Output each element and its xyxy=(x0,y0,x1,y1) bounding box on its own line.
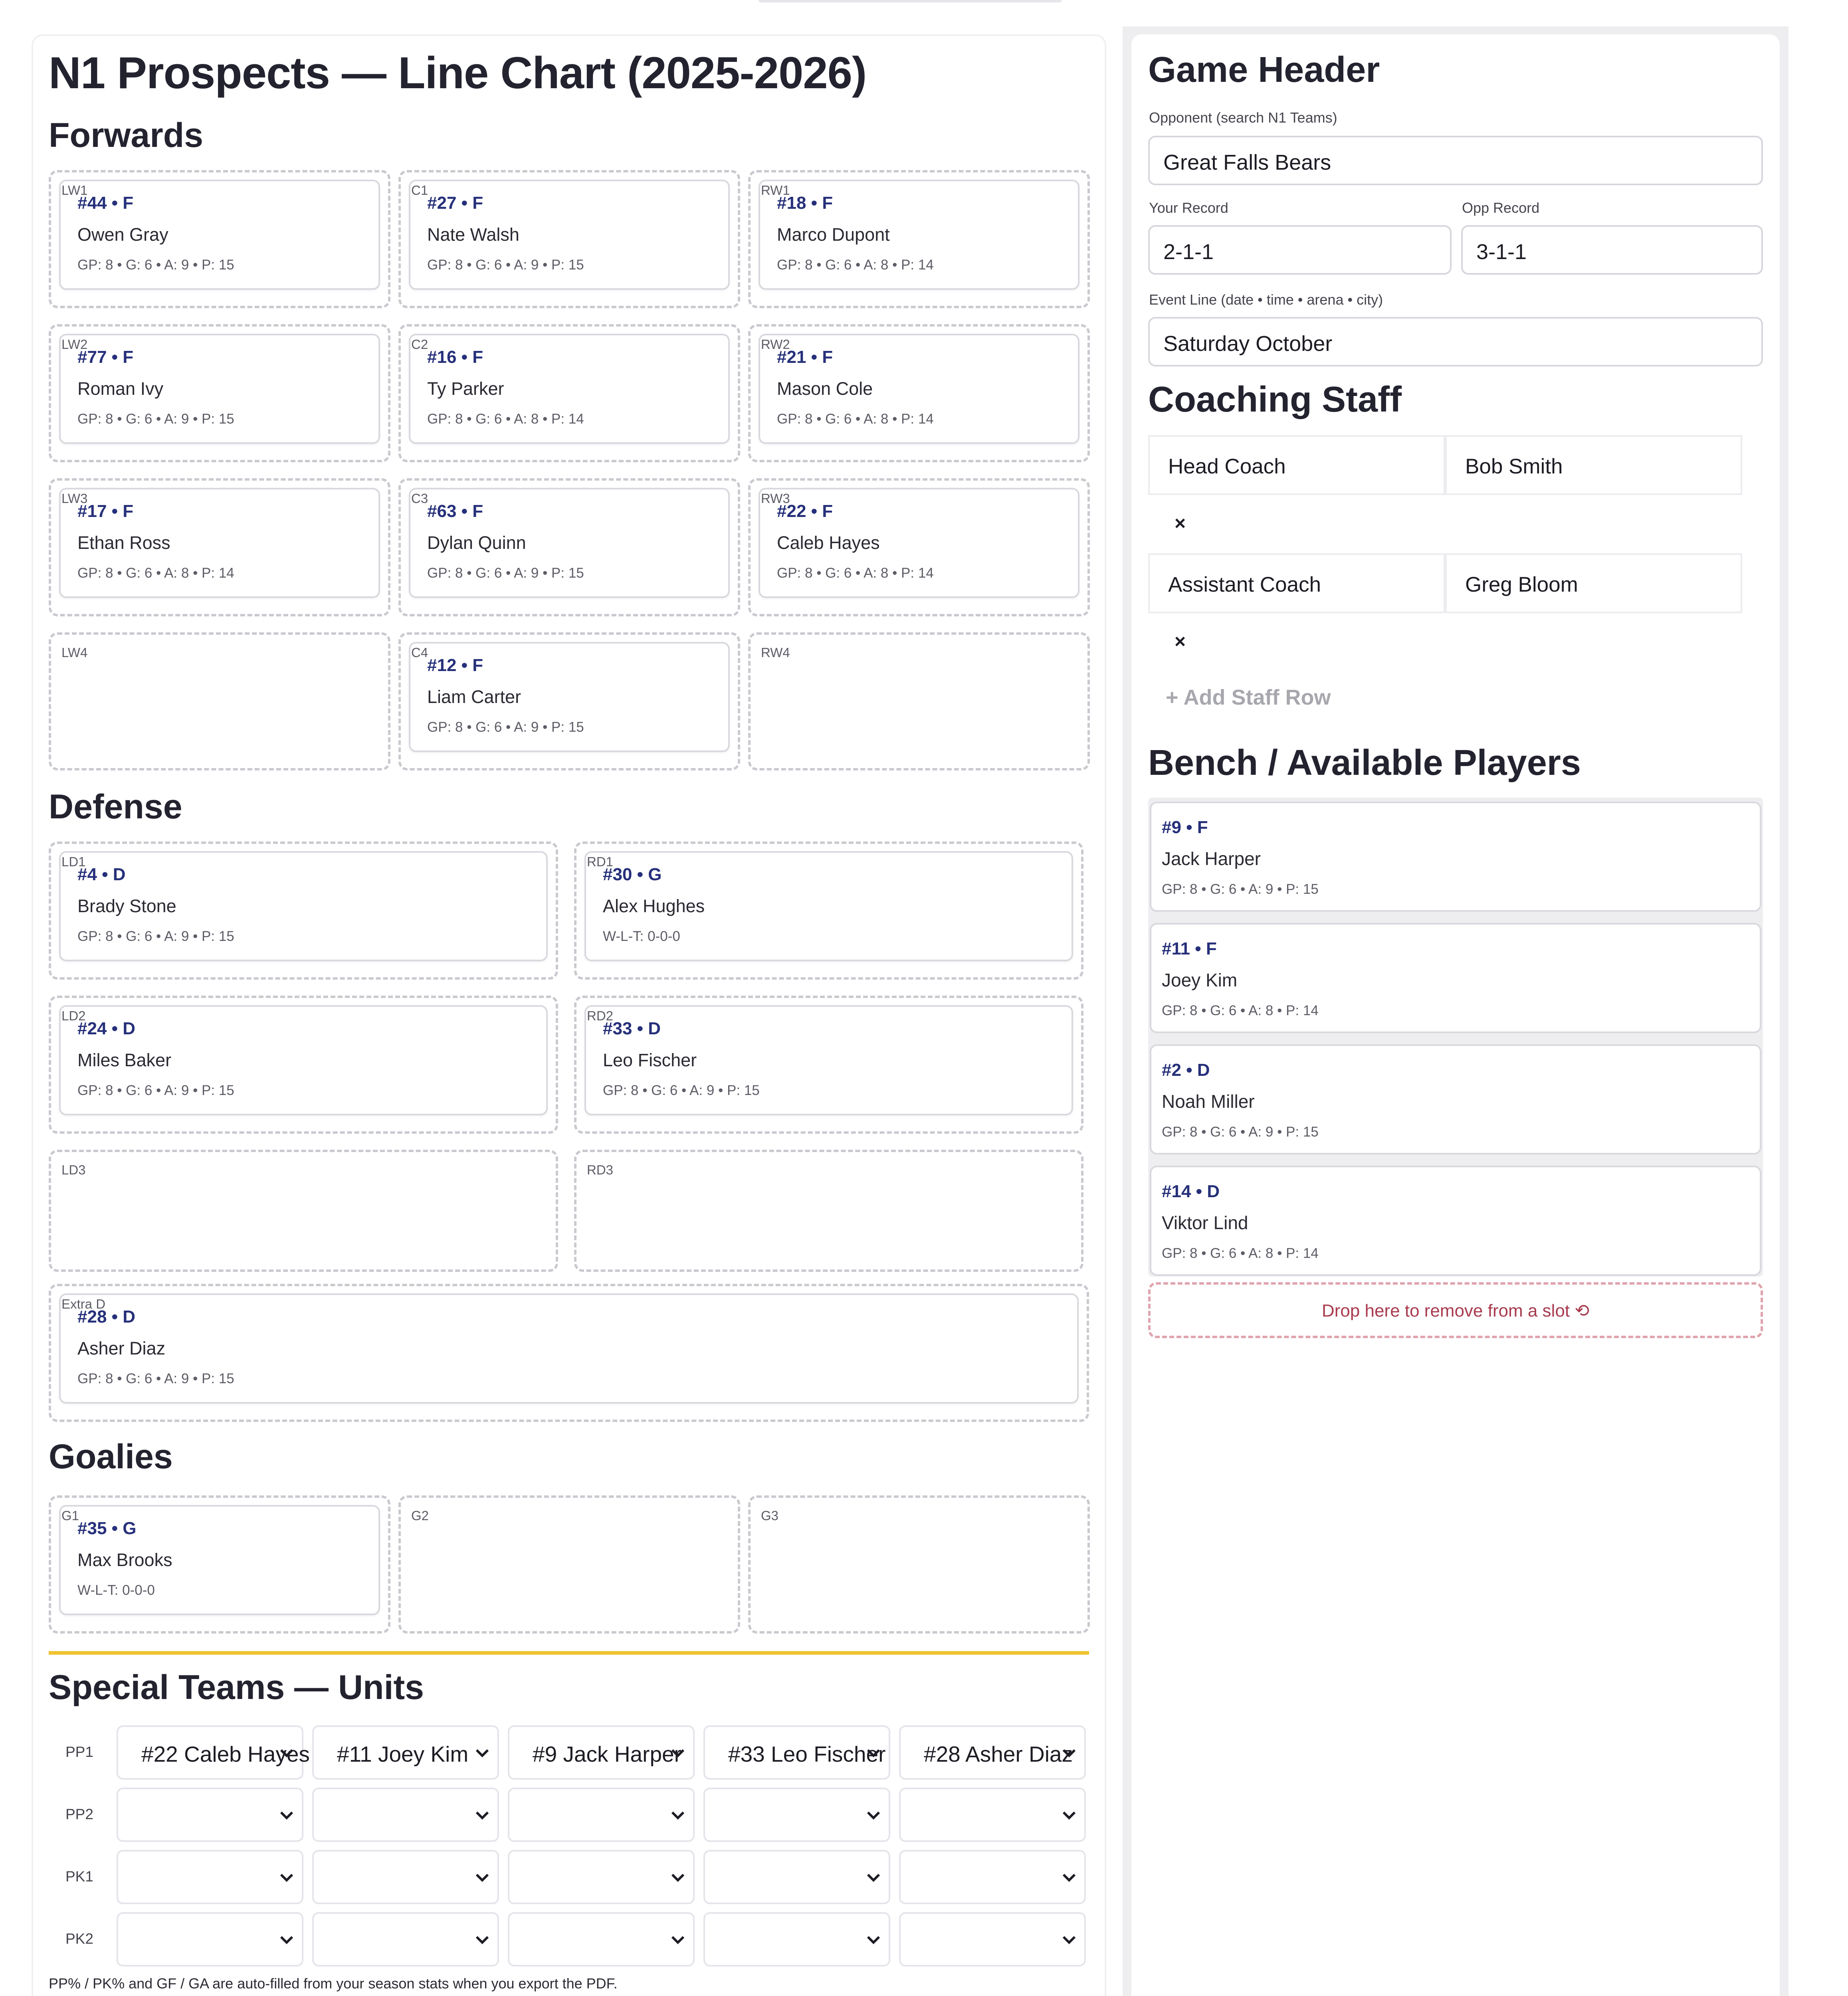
player-select[interactable] xyxy=(312,1788,499,1842)
player-select[interactable] xyxy=(508,1912,695,1966)
opp-record-value: 3-1-1 xyxy=(1476,240,1527,264)
chevron-down-icon xyxy=(1061,1748,1077,1759)
lineup-slot[interactable] xyxy=(49,1150,558,1272)
player-select[interactable] xyxy=(899,1788,1086,1842)
remove-staff-icon[interactable]: × xyxy=(1175,631,1186,652)
player-stats: GP: 8 • G: 6 • A: 9 • P: 15 xyxy=(427,719,584,735)
player-select[interactable] xyxy=(117,1788,303,1842)
player-select[interactable] xyxy=(312,1850,499,1904)
bench-title: Bench / Available Players xyxy=(1148,743,1581,783)
opp-record-label: Opp Record xyxy=(1462,200,1540,216)
slot-label: LW3 xyxy=(61,491,88,506)
chevron-down-icon xyxy=(1061,1872,1077,1883)
chevron-down-icon xyxy=(1061,1935,1077,1946)
add-staff-row-button[interactable]: + Add Staff Row xyxy=(1166,685,1331,709)
chevron-down-icon xyxy=(866,1935,881,1946)
event-line-value: Saturday October xyxy=(1163,332,1333,356)
chevron-down-icon xyxy=(866,1810,881,1821)
lineup-slot[interactable] xyxy=(398,170,740,308)
player-stats: GP: 8 • G: 6 • A: 9 • P: 15 xyxy=(77,1371,234,1386)
player-select[interactable] xyxy=(117,1850,303,1904)
slot-label: LW4 xyxy=(61,645,88,660)
player-select[interactable] xyxy=(899,1725,1086,1780)
player-number: #63 • F xyxy=(427,501,483,521)
staff-name-value: Bob Smith xyxy=(1465,455,1563,478)
player-select[interactable] xyxy=(312,1912,499,1966)
remove-dropzone[interactable] xyxy=(1148,1282,1763,1338)
lineup-slot[interactable] xyxy=(398,478,740,616)
player-select[interactable] xyxy=(703,1850,890,1904)
player-stats: GP: 8 • G: 6 • A: 9 • P: 15 xyxy=(77,929,234,944)
opponent-value: Great Falls Bears xyxy=(1163,150,1331,174)
slot-label: G2 xyxy=(411,1508,429,1523)
player-number: #17 • F xyxy=(77,501,134,521)
remove-staff-icon[interactable]: × xyxy=(1175,513,1186,534)
your-record-input[interactable] xyxy=(1148,225,1452,275)
chevron-down-icon xyxy=(1061,1810,1077,1821)
player-stats: GP: 8 • G: 6 • A: 8 • P: 14 xyxy=(1162,1003,1319,1018)
lineup-slot[interactable] xyxy=(49,996,558,1134)
lineup-slot[interactable] xyxy=(748,170,1090,308)
player-select[interactable] xyxy=(508,1788,695,1842)
player-stats: GP: 8 • G: 6 • A: 8 • P: 14 xyxy=(777,257,934,273)
chevron-down-icon xyxy=(670,1935,686,1946)
player-select-value: #22 Caleb Hayes xyxy=(141,1742,310,1766)
staff-name-input[interactable] xyxy=(1445,553,1742,613)
lineup-slot[interactable] xyxy=(49,842,558,980)
chevron-down-icon xyxy=(279,1748,295,1759)
player-select[interactable] xyxy=(703,1912,890,1966)
player-number: #35 • G xyxy=(77,1519,137,1538)
slot-label: C1 xyxy=(411,183,428,198)
player-name: Marco Dupont xyxy=(777,224,890,245)
player-select-value: #9 Jack Harper xyxy=(533,1742,681,1766)
player-card[interactable] xyxy=(759,334,1079,444)
chevron-down-icon xyxy=(670,1810,686,1821)
player-number: #16 • F xyxy=(427,347,483,367)
slot-label: C3 xyxy=(411,491,428,506)
forwards-heading: Forwards xyxy=(49,116,204,154)
player-stats: GP: 8 • G: 6 • A: 8 • P: 14 xyxy=(777,411,934,427)
player-name: Caleb Hayes xyxy=(777,533,880,553)
player-stats: GP: 8 • G: 6 • A: 8 • P: 14 xyxy=(777,565,934,581)
player-name: Dylan Quinn xyxy=(427,533,526,553)
player-stats: W-L-T: 0-0-0 xyxy=(77,1582,155,1598)
chevron-down-icon xyxy=(670,1748,686,1759)
slot-label: RW4 xyxy=(761,645,790,660)
chevron-down-icon xyxy=(474,1872,490,1883)
player-number: #77 • F xyxy=(77,347,134,367)
chevron-down-icon xyxy=(866,1872,881,1883)
player-number: #28 • D xyxy=(77,1307,136,1327)
player-number: #22 • F xyxy=(777,501,833,521)
slot-label: C4 xyxy=(411,645,428,660)
player-name: Ethan Ross xyxy=(77,533,170,553)
player-card[interactable] xyxy=(59,1005,548,1115)
coaching-staff-title: Coaching Staff xyxy=(1148,380,1402,420)
player-stats: GP: 8 • G: 6 • A: 9 • P: 15 xyxy=(603,1083,760,1098)
special-teams-unit-label: PK1 xyxy=(65,1868,93,1885)
chevron-down-icon xyxy=(279,1810,295,1821)
event-line-label: Event Line (date • time • arena • city) xyxy=(1149,291,1383,308)
player-card[interactable] xyxy=(59,180,380,290)
player-select-value: #28 Asher Diaz xyxy=(924,1742,1073,1766)
chevron-down-icon xyxy=(279,1872,295,1883)
player-number: #27 • F xyxy=(427,193,483,213)
special-teams-unit-label: PP2 xyxy=(65,1806,93,1822)
top-tab-stub xyxy=(759,0,1062,2)
lineup-slot[interactable] xyxy=(49,1284,1089,1422)
chevron-down-icon xyxy=(474,1810,490,1821)
lineup-slot[interactable] xyxy=(49,1495,390,1634)
player-card[interactable] xyxy=(759,180,1079,290)
player-name: Ty Parker xyxy=(427,378,504,399)
opp-record-input[interactable] xyxy=(1461,225,1763,275)
player-number: #44 • F xyxy=(77,193,134,213)
slot-label: G1 xyxy=(61,1508,79,1523)
special-teams-heading: Special Teams — Units xyxy=(49,1668,424,1707)
slot-label: LW1 xyxy=(61,183,88,198)
player-card[interactable] xyxy=(59,851,548,961)
player-name: Miles Baker xyxy=(77,1050,172,1070)
slot-label: Extra D xyxy=(61,1297,106,1311)
player-name: Brady Stone xyxy=(77,896,176,916)
player-select[interactable] xyxy=(117,1912,303,1966)
player-number: #12 • F xyxy=(427,655,483,675)
player-select[interactable] xyxy=(899,1912,1086,1966)
player-card[interactable] xyxy=(59,488,380,598)
player-stats: GP: 8 • G: 6 • A: 8 • P: 14 xyxy=(1162,1246,1319,1261)
lineup-slot[interactable] xyxy=(49,324,390,462)
slot-label: LD2 xyxy=(61,1008,86,1023)
lineup-slot[interactable] xyxy=(49,632,390,770)
player-select[interactable] xyxy=(312,1725,499,1780)
staff-role-value: Assistant Coach xyxy=(1168,573,1321,596)
slot-label: LD3 xyxy=(61,1162,86,1177)
staff-role-input[interactable] xyxy=(1148,435,1445,495)
player-card[interactable] xyxy=(584,1005,1073,1115)
player-stats: W-L-T: 0-0-0 xyxy=(603,929,680,944)
player-stats: GP: 8 • G: 6 • A: 9 • P: 15 xyxy=(1162,881,1319,897)
player-stats: GP: 8 • G: 6 • A: 9 • P: 15 xyxy=(427,257,584,273)
player-select[interactable] xyxy=(117,1725,310,1780)
lineup-slot[interactable] xyxy=(748,632,1090,770)
staff-name-input[interactable] xyxy=(1445,435,1742,495)
chevron-down-icon xyxy=(866,1748,881,1759)
player-name: Leo Fischer xyxy=(603,1050,697,1070)
player-card[interactable] xyxy=(59,1293,1079,1404)
slot-label: C2 xyxy=(411,337,428,352)
player-number: #24 • D xyxy=(77,1019,136,1038)
special-teams-divider xyxy=(49,1651,1089,1655)
player-select[interactable] xyxy=(508,1725,695,1780)
opponent-input[interactable] xyxy=(1148,136,1763,185)
player-name: Max Brooks xyxy=(77,1550,172,1570)
player-number: #33 • D xyxy=(603,1019,661,1038)
lineup-slot[interactable] xyxy=(574,996,1083,1134)
page-title: N1 Prospects — Line Chart (2025-2026) xyxy=(49,48,867,98)
player-select-value: #11 Joey Kim xyxy=(337,1742,469,1766)
chevron-down-icon xyxy=(474,1935,490,1946)
player-number: #18 • F xyxy=(777,193,833,213)
game-header-title: Game Header xyxy=(1148,50,1380,90)
player-card[interactable] xyxy=(409,488,730,598)
player-select[interactable] xyxy=(899,1850,1086,1904)
player-select[interactable] xyxy=(703,1788,890,1842)
dropzone-text: Drop here to remove from a slot ⟲ xyxy=(1321,1301,1590,1321)
lineup-slot[interactable] xyxy=(748,1495,1090,1634)
lineup-slot[interactable] xyxy=(49,478,390,616)
player-number: #14 • D xyxy=(1162,1182,1220,1201)
slot-label: RW1 xyxy=(761,183,790,198)
player-name: Roman Ivy xyxy=(77,378,164,399)
event-line-input[interactable] xyxy=(1148,317,1763,366)
chevron-down-icon xyxy=(279,1935,295,1946)
defense-heading: Defense xyxy=(49,788,182,826)
slot-label: LW2 xyxy=(61,337,88,352)
slot-label: RW2 xyxy=(761,337,790,352)
player-card[interactable] xyxy=(409,180,730,290)
player-number: #11 • F xyxy=(1162,939,1217,958)
slot-label: RD3 xyxy=(587,1162,614,1177)
bench-player-card[interactable] xyxy=(1150,1044,1761,1154)
lineup-slot[interactable] xyxy=(49,170,390,308)
slot-label: LD1 xyxy=(61,854,86,869)
player-stats: GP: 8 • G: 6 • A: 9 • P: 15 xyxy=(77,257,234,273)
lineup-slot[interactable] xyxy=(748,324,1090,462)
player-card[interactable] xyxy=(409,334,730,444)
goalies-heading: Goalies xyxy=(49,1438,173,1476)
staff-role-input[interactable] xyxy=(1148,553,1445,613)
player-number: #30 • G xyxy=(603,865,662,884)
player-number: #9 • F xyxy=(1162,818,1208,837)
special-teams-unit-label: PP1 xyxy=(65,1744,93,1760)
chevron-down-icon xyxy=(670,1872,686,1883)
chevron-down-icon xyxy=(474,1748,490,1759)
player-name: Owen Gray xyxy=(77,224,168,245)
player-stats: GP: 8 • G: 6 • A: 9 • P: 15 xyxy=(77,1083,234,1098)
lineup-slot[interactable] xyxy=(398,1495,740,1634)
lineup-slot[interactable] xyxy=(748,478,1090,616)
opponent-label: Opponent (search N1 Teams) xyxy=(1149,109,1337,126)
slot-label: RD2 xyxy=(587,1008,614,1023)
player-stats: GP: 8 • G: 6 • A: 9 • P: 15 xyxy=(1162,1124,1319,1140)
player-card[interactable] xyxy=(584,851,1073,961)
player-name: Alex Hughes xyxy=(603,896,705,916)
bench-player-card[interactable] xyxy=(1150,1166,1761,1276)
special-teams-unit-label: PK2 xyxy=(65,1931,93,1947)
your-record-value: 2-1-1 xyxy=(1163,240,1214,264)
player-select-value: #33 Leo Fischer xyxy=(728,1742,886,1766)
lineup-slot[interactable] xyxy=(398,324,740,462)
player-name: Nate Walsh xyxy=(427,224,519,245)
player-number: #2 • D xyxy=(1162,1060,1210,1080)
player-name: Mason Cole xyxy=(777,378,873,399)
your-record-label: Your Record xyxy=(1149,200,1228,216)
player-name: Liam Carter xyxy=(427,687,521,707)
player-card[interactable] xyxy=(59,1505,380,1615)
player-stats: GP: 8 • G: 6 • A: 8 • P: 14 xyxy=(427,411,584,427)
player-stats: GP: 8 • G: 6 • A: 9 • P: 15 xyxy=(427,565,584,581)
player-select[interactable] xyxy=(508,1850,695,1904)
player-name: Noah Miller xyxy=(1162,1091,1255,1112)
player-name: Viktor Lind xyxy=(1162,1212,1248,1233)
player-stats: GP: 8 • G: 6 • A: 9 • P: 15 xyxy=(77,411,234,427)
player-number: #21 • F xyxy=(777,347,833,367)
player-select[interactable] xyxy=(703,1725,890,1780)
player-name: Joey Kim xyxy=(1162,970,1238,990)
slot-label: RW3 xyxy=(761,491,790,506)
slot-label: G3 xyxy=(761,1508,779,1523)
staff-role-value: Head Coach xyxy=(1168,455,1286,478)
lineup-slot[interactable] xyxy=(574,1150,1083,1272)
lineup-slot[interactable] xyxy=(398,632,740,770)
auto-fill-note: PP% / PK% and GF / GA are auto-filled from your season stats when you export the PDF. xyxy=(49,1975,618,1992)
player-name: Asher Diaz xyxy=(77,1338,166,1358)
staff-name-value: Greg Bloom xyxy=(1465,573,1578,596)
player-card[interactable] xyxy=(409,642,730,752)
player-stats: GP: 8 • G: 6 • A: 8 • P: 14 xyxy=(77,565,234,581)
player-name: Jack Harper xyxy=(1162,848,1261,869)
bench-player-card[interactable] xyxy=(1150,923,1761,1033)
player-card[interactable] xyxy=(59,334,380,444)
lineup-slot[interactable] xyxy=(574,842,1083,980)
player-card[interactable] xyxy=(759,488,1079,598)
slot-label: RD1 xyxy=(587,854,614,869)
bench-player-card[interactable] xyxy=(1150,802,1761,912)
player-number: #4 • D xyxy=(77,865,126,884)
